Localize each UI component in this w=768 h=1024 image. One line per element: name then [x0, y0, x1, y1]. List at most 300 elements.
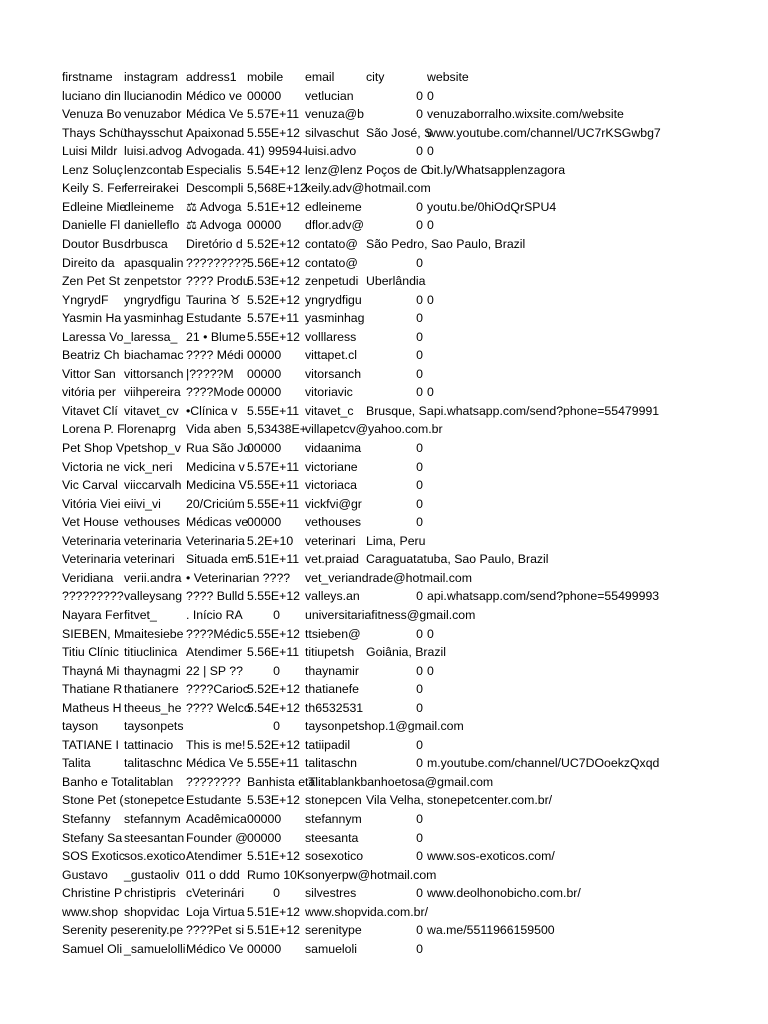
cell-address1: • Veterinarian ????: [186, 570, 291, 585]
cell-email: th6532531: [305, 700, 364, 715]
cell-mobile: 00000: [247, 515, 282, 530]
cell-instagram: _gustaoliv: [124, 867, 180, 882]
cell-instagram: eiivi_vi: [124, 496, 161, 511]
cell-firstname: Thayná Mi: [62, 663, 120, 678]
cell-city: 0: [416, 385, 423, 400]
table-row: [0, 921, 768, 940]
cell-website: www.sos-exoticos.com/: [427, 849, 555, 864]
cell-city: 0: [416, 218, 423, 233]
cell-address1: Descompli: [186, 181, 244, 196]
cell-address1: Atendimer: [186, 849, 243, 864]
cell-instagram: vick_neri: [124, 459, 173, 474]
cell-instagram: venuzabor: [124, 107, 182, 122]
table-row: [0, 662, 768, 681]
cell-website: stonepetcenter.com.br/: [427, 793, 553, 808]
cell-firstname: Zen Pet St: [62, 274, 121, 289]
cell-address1: Médica Ve: [186, 756, 244, 771]
table-row: [0, 550, 768, 569]
cell-mobile: 5,568E+12: [247, 181, 307, 196]
cell-address1: Estudante: [186, 793, 242, 808]
cell-website: www.youtube.com/channel/UC7rKSGwbg7: [427, 125, 661, 140]
cell-city: 0: [416, 329, 423, 344]
cell-mobile: 5.51E+12: [247, 923, 300, 938]
cell-instagram: thaynagmi: [124, 663, 181, 678]
cell-firstname: Laressa Vo: [62, 329, 124, 344]
table-row: [0, 142, 768, 161]
cell-instagram: yasminhag: [124, 311, 184, 326]
cell-mobile: 5.57E+11: [247, 311, 300, 326]
table-row: [0, 736, 768, 755]
cell-firstname: ?????????: [62, 589, 124, 604]
cell-firstname: Veridiana: [62, 570, 114, 585]
cell-city: city: [366, 70, 385, 84]
cell-firstname: Beatriz Ch: [62, 348, 120, 363]
cell-mobile: 41) 99594-: [247, 144, 307, 159]
table-row: [0, 847, 768, 866]
cell-email: silvaschut: [305, 125, 359, 140]
cell-instagram: dleineme: [124, 199, 174, 214]
cell-firstname: Veterinaria: [62, 533, 121, 548]
table-row: [0, 346, 768, 365]
cell-mobile: 5.53E+12: [247, 793, 300, 808]
table-row: [0, 272, 768, 291]
cell-firstname: Vitavet Clí: [62, 403, 118, 418]
cell-website: 0: [427, 292, 434, 307]
cell-address1: ???? Produ: [186, 274, 250, 289]
cell-city: Caraguatatuba, Sao Paulo, Brazil: [366, 552, 549, 567]
cell-email: keily.adv@hotmail.com: [305, 181, 431, 196]
cell-city: 0: [416, 144, 423, 159]
cell-firstname: Stefany Sa: [62, 830, 123, 845]
cell-address1: ⚖ Advoga: [186, 218, 242, 233]
cell-firstname: Thays Schü: [62, 125, 127, 140]
table-row: [0, 532, 768, 551]
cell-mobile: 00000: [247, 830, 282, 845]
cell-mobile: 0: [273, 719, 280, 734]
cell-instagram: _samuelolli: [124, 941, 186, 956]
cell-mobile: 5.53E+12: [247, 274, 300, 289]
cell-firstname: Pet Shop V: [62, 441, 125, 455]
cell-website: 0: [427, 385, 434, 400]
cell-address1: cVeterinári: [186, 886, 245, 901]
table-row: [0, 940, 768, 959]
cell-email: yngrydfigu: [305, 292, 362, 307]
cell-firstname: vitória per: [62, 385, 116, 400]
cell-website: www.deolhonobicho.com.br/: [427, 886, 581, 901]
cell-email: stonepcen: [305, 793, 362, 808]
cell-city: 0: [416, 107, 423, 122]
cell-address1: Medicina V: [186, 478, 247, 493]
cell-email: contato@: [305, 255, 358, 270]
cell-city: Goiânia, Brazil: [366, 645, 446, 660]
cell-email: villapetcv@yahoo.com.br: [305, 422, 443, 437]
cell-mobile: 00000: [247, 88, 282, 103]
cell-mobile: 0: [273, 663, 280, 678]
cell-firstname: Danielle Fl: [62, 218, 121, 233]
cell-mobile: 5.51E+12: [247, 849, 300, 864]
table-row: [0, 328, 768, 347]
cell-mobile: 5,53438E+: [247, 422, 307, 437]
cell-instagram: veterinari: [124, 552, 175, 567]
cell-address1: Veterinaria: [186, 533, 245, 548]
cell-firstname: Banho e To: [62, 774, 124, 789]
cell-firstname: firstname: [62, 70, 113, 84]
cell-address1: Diretório d: [186, 236, 243, 251]
cell-email: zenpetudi: [305, 274, 359, 289]
cell-instagram: fitvet_: [124, 607, 157, 622]
cell-address1: Médicas ve: [186, 515, 249, 530]
cell-mobile: 5.55E+11: [247, 403, 300, 418]
table-row: [0, 569, 768, 588]
cell-city: 0: [416, 199, 423, 214]
cell-instagram: serenity.pe: [124, 923, 184, 938]
table-row: [0, 829, 768, 848]
cell-mobile: 5.55E+12: [247, 125, 300, 140]
cell-email: thaynamir: [305, 663, 359, 678]
cell-email: ttsieben@: [305, 626, 361, 641]
cell-address1: 20/Criciúm: [186, 496, 245, 511]
cell-website: 0: [427, 218, 434, 233]
cell-city: 0: [416, 830, 423, 845]
table-row: [0, 161, 768, 180]
cell-city: 0: [416, 923, 423, 938]
cell-instagram: veterinaria: [124, 533, 182, 548]
cell-firstname: Stefanny: [62, 812, 111, 826]
cell-mobile: mobile: [247, 70, 284, 84]
cell-address1: Vida aben: [186, 422, 242, 437]
cell-address1: Medicina v: [186, 459, 245, 474]
cell-email: email: [305, 70, 335, 84]
cell-mobile: 5.55E+12: [247, 626, 300, 641]
cell-website: venuzaborralho.wixsite.com/website: [427, 107, 624, 122]
cell-instagram: steesantan: [124, 830, 185, 845]
cell-mobile: 5.57E+11: [247, 107, 300, 122]
cell-website: m.youtube.com/channel/UC7DOoekzQxqd: [427, 756, 660, 771]
table-row: [0, 866, 768, 885]
cell-firstname: Yasmin Ha: [62, 311, 122, 326]
cell-city: Uberlândia: [366, 274, 426, 289]
cell-firstname: Vittor San: [62, 366, 116, 381]
table-row: [0, 235, 768, 254]
cell-instagram: talitablan: [124, 774, 174, 789]
table-row: [0, 754, 768, 773]
cell-city: 0: [416, 700, 423, 715]
cell-instagram: viiccarvalh: [124, 478, 182, 493]
cell-city: 0: [416, 311, 423, 326]
cell-website: 0: [427, 88, 434, 103]
cell-address1: •Clínica v: [186, 403, 238, 418]
cell-address1: Apaixonad: [186, 125, 245, 140]
cell-city: 0: [416, 478, 423, 493]
cell-instagram: vitavet_cv: [124, 403, 179, 418]
cell-firstname: Venuza Bo: [62, 107, 122, 122]
cell-firstname: Christine P: [62, 886, 123, 901]
cell-firstname: TATIANE I: [62, 737, 119, 752]
cell-firstname: Victoria ne: [62, 459, 120, 474]
cell-address1: This is me!: [186, 737, 246, 752]
cell-address1: Especialis: [186, 162, 242, 177]
cell-address1: Atendimer: [186, 645, 243, 660]
table-row: [0, 773, 768, 792]
table-row: [0, 513, 768, 532]
cell-firstname: Direito da: [62, 255, 115, 270]
cell-website: bit.ly/Whatsapplenzagora: [427, 162, 566, 177]
cell-email: vittapet.cl: [305, 348, 357, 363]
cell-email: vethouses: [305, 515, 362, 530]
cell-firstname: Matheus H: [62, 700, 122, 715]
cell-email: vitoriavic: [305, 385, 353, 400]
cell-city: 0: [416, 441, 423, 455]
cell-email: valleys.an: [305, 589, 360, 604]
cell-address1: ????Carioc: [186, 682, 249, 697]
cell-instagram: lenzcontab: [124, 162, 184, 177]
table-row: [0, 87, 768, 106]
cell-mobile: 5.51E+12: [247, 904, 300, 919]
cell-firstname: Vitória Viei: [62, 496, 121, 511]
cell-instagram: lorenaprg: [124, 422, 176, 437]
cell-city: São Pedro, Sao Paulo, Brazil: [366, 236, 526, 251]
cell-city: 0: [416, 459, 423, 474]
table-row: [0, 476, 768, 495]
cell-address1: ????????: [186, 774, 241, 789]
cell-address1: 22 | SP ??: [186, 663, 243, 678]
table-row: [0, 587, 768, 606]
cell-email: contato@: [305, 236, 358, 251]
cell-email: edleineme: [305, 199, 362, 214]
cell-instagram: llucianodin: [124, 88, 183, 103]
cell-address1: Advogada.: [186, 144, 245, 159]
cell-firstname: Keily S. Fer: [62, 181, 126, 196]
cell-address1: . Início RA: [186, 607, 243, 622]
cell-city: 0: [416, 366, 423, 381]
cell-instagram: drbusca: [124, 236, 168, 251]
cell-address1: Estudante: [186, 311, 242, 326]
cell-address1: ???? Médi: [186, 348, 244, 363]
table-row: [0, 625, 768, 644]
table-row: [0, 365, 768, 384]
cell-address1: ????Mode: [186, 385, 245, 400]
table-row: [0, 420, 768, 439]
cell-firstname: Luisi Mildr: [62, 144, 118, 159]
cell-mobile: 5.52E+12: [247, 737, 300, 752]
cell-city: Brusque, S: [366, 403, 427, 418]
table-row: [0, 216, 768, 235]
table-row: [0, 291, 768, 310]
cell-firstname: Lenz Soluç: [62, 162, 123, 177]
cell-instagram: zenpetstor: [124, 274, 182, 289]
cell-firstname: YngrydF: [62, 292, 109, 307]
cell-email: talitablankbanhoetosa@gmail.com: [305, 774, 494, 789]
cell-instagram: petshop_v: [124, 441, 181, 455]
cell-instagram: _laressa_: [124, 329, 178, 344]
cell-instagram: verii.andra: [124, 570, 182, 585]
cell-email: venuza@b: [305, 107, 364, 122]
cell-email: vitorsanch: [305, 366, 362, 381]
cell-mobile: 5.54E+12: [247, 700, 300, 715]
cell-mobile: 5.55E+11: [247, 756, 300, 771]
cell-firstname: Titiu Clínic: [62, 645, 119, 660]
cell-website: wa.me/5511966159500: [427, 923, 555, 938]
cell-firstname: SIEBEN, M.: [62, 626, 128, 641]
cell-instagram: theeus_he: [124, 700, 182, 715]
cell-mobile: 5.57E+11: [247, 459, 300, 474]
cell-mobile: 00000: [247, 218, 282, 233]
cell-firstname: Edleine Mie: [62, 199, 127, 214]
cell-email: steesanta: [305, 830, 359, 845]
table-row: [0, 439, 768, 458]
cell-firstname: Veterinaria: [62, 552, 121, 567]
cell-email: victoriane: [305, 459, 358, 474]
cell-mobile: 5.55E+12: [247, 589, 300, 604]
cell-mobile: 00000: [247, 348, 282, 363]
cell-instagram: talitaschnc: [124, 756, 183, 771]
cell-city: 0: [416, 737, 423, 752]
cell-firstname: Stone Pet (: [62, 793, 124, 808]
cell-firstname: Samuel Oli: [62, 941, 123, 956]
cell-instagram: sos.exotico: [124, 849, 186, 864]
cell-instagram: thaysschut: [124, 125, 183, 140]
cell-instagram: stefannym: [124, 812, 181, 826]
cell-firstname: luciano din: [62, 88, 121, 103]
cell-email: tatiipadil: [305, 737, 351, 752]
cell-mobile: 5.52E+12: [247, 682, 300, 697]
cell-mobile: 5.56E+11: [247, 645, 300, 660]
cell-email: victoriaca: [305, 478, 357, 493]
cell-website: 0: [427, 144, 434, 159]
cell-email: vet_veriandrade@hotmail.com: [305, 570, 472, 585]
cell-instagram: christipris: [124, 886, 176, 901]
cell-address1: ???? Welco: [186, 700, 251, 715]
cell-address1: ?????????: [186, 255, 248, 270]
cell-email: stefannym: [305, 812, 362, 826]
table-row: [0, 402, 768, 421]
cell-firstname: SOS Exotic: [62, 849, 125, 864]
cell-address1: 011 o ddd: [186, 867, 240, 882]
cell-city: 0: [416, 886, 423, 901]
cell-email: sonyerpw@hotmail.com: [305, 867, 437, 882]
table-row: [0, 105, 768, 124]
cell-city: 0: [416, 756, 423, 771]
cell-firstname: Thatiane R: [62, 682, 123, 697]
cell-address1: ???? Bulld: [186, 589, 245, 604]
cell-website: website: [427, 70, 469, 84]
cell-website: 0: [427, 626, 434, 641]
cell-mobile: 5.55E+11: [247, 496, 300, 511]
cell-city: 0: [416, 849, 423, 864]
cell-city: 0: [416, 682, 423, 697]
cell-email: dflor.adv@: [305, 218, 364, 233]
cell-instagram: thatianere: [124, 682, 179, 697]
cell-email: vet.praiad: [305, 552, 360, 567]
cell-mobile: 5.51E+11: [247, 552, 300, 567]
cell-email: silvestres: [305, 886, 357, 901]
cell-instagram: shopvidac: [124, 904, 180, 919]
cell-address1: Situada em: [186, 552, 249, 567]
cell-city: 0: [416, 626, 423, 641]
cell-email: vitavet_c: [305, 403, 354, 418]
cell-address1: Loja Virtua: [186, 904, 245, 919]
cell-firstname: tayson: [62, 719, 99, 734]
cell-firstname: Talita: [62, 756, 91, 771]
cell-instagram: titiuclinica: [124, 645, 178, 660]
table-row: [0, 643, 768, 662]
cell-firstname: Serenity pe: [62, 923, 125, 938]
cell-email: yasminhag: [305, 311, 365, 326]
cell-instagram: maitesiebe: [124, 626, 184, 641]
cell-email: samueloli: [305, 941, 357, 956]
cell-address1: ⚖ Advoga: [186, 199, 242, 214]
cell-email: serenitype: [305, 923, 362, 938]
cell-instagram: luisi.advog: [124, 144, 183, 159]
cell-website: 0: [427, 663, 434, 678]
cell-instagram: instagram: [124, 70, 178, 84]
cell-website: api.whatsapp.com/send?phone=55479991: [427, 403, 660, 418]
cell-instagram: vittorsanch: [124, 366, 184, 381]
cell-city: Poços de C: [366, 162, 430, 177]
cell-email: talitaschn: [305, 756, 357, 771]
cell-mobile: 5.2E+10: [247, 533, 294, 548]
cell-mobile: 00000: [247, 366, 282, 381]
cell-mobile: 00000: [247, 385, 282, 400]
cell-mobile: 00000: [247, 812, 282, 826]
cell-mobile: 5.55E+11: [247, 478, 300, 493]
cell-city: 0: [416, 496, 423, 511]
cell-address1: Taurina ♉: [186, 292, 241, 307]
cell-firstname: Nayara Fer: [62, 607, 124, 622]
cell-email: lenz@lenz: [305, 162, 363, 177]
table-row: [0, 810, 768, 829]
cell-email: veterinari: [305, 533, 356, 548]
cell-email: sosexotico: [305, 849, 364, 864]
table-row: [0, 124, 768, 143]
cell-mobile: 5.51E+12: [247, 199, 300, 214]
header-row: [0, 68, 768, 87]
cell-firstname: Gustavo: [62, 867, 108, 882]
cell-city: 0: [416, 255, 423, 270]
cell-city: 0: [416, 589, 423, 604]
cell-email: universitariafitness@gmail.com: [305, 607, 476, 622]
cell-city: Vila Velha,: [366, 793, 424, 808]
cell-email: thatianefe: [305, 682, 360, 697]
cell-mobile: 0: [273, 886, 280, 901]
table-row: [0, 383, 768, 402]
cell-address1: ????Médic: [186, 626, 247, 641]
cell-address1: |?????M: [186, 366, 234, 381]
cell-city: 0: [416, 941, 423, 956]
cell-email: www.shopvida.com.br/: [305, 904, 429, 919]
cell-website: youtu.be/0hiOdQrSPU4: [427, 199, 557, 214]
cell-instagram: yngrydfigu: [124, 292, 181, 307]
cell-address1: Rua São Jo: [186, 441, 251, 455]
cell-address1: Founder @: [186, 830, 248, 845]
cell-city: Lima, Peru: [366, 533, 426, 548]
cell-address1: 21 • Blume: [186, 329, 246, 344]
cell-firstname: Vic Carval: [62, 478, 118, 493]
cell-firstname: Lorena P. F: [62, 422, 125, 437]
cell-city: 0: [416, 812, 423, 826]
table-row: [0, 606, 768, 625]
cell-email: vetlucian: [305, 88, 354, 103]
table-row: [0, 699, 768, 718]
cell-mobile: 0: [273, 607, 280, 622]
cell-mobile: 5.52E+12: [247, 292, 300, 307]
table-row: [0, 179, 768, 198]
table-row: [0, 198, 768, 217]
cell-website: api.whatsapp.com/send?phone=55499993: [427, 589, 660, 604]
cell-email: volllaress: [305, 329, 357, 344]
table-row: [0, 458, 768, 477]
cell-city: São José, S: [366, 125, 433, 140]
